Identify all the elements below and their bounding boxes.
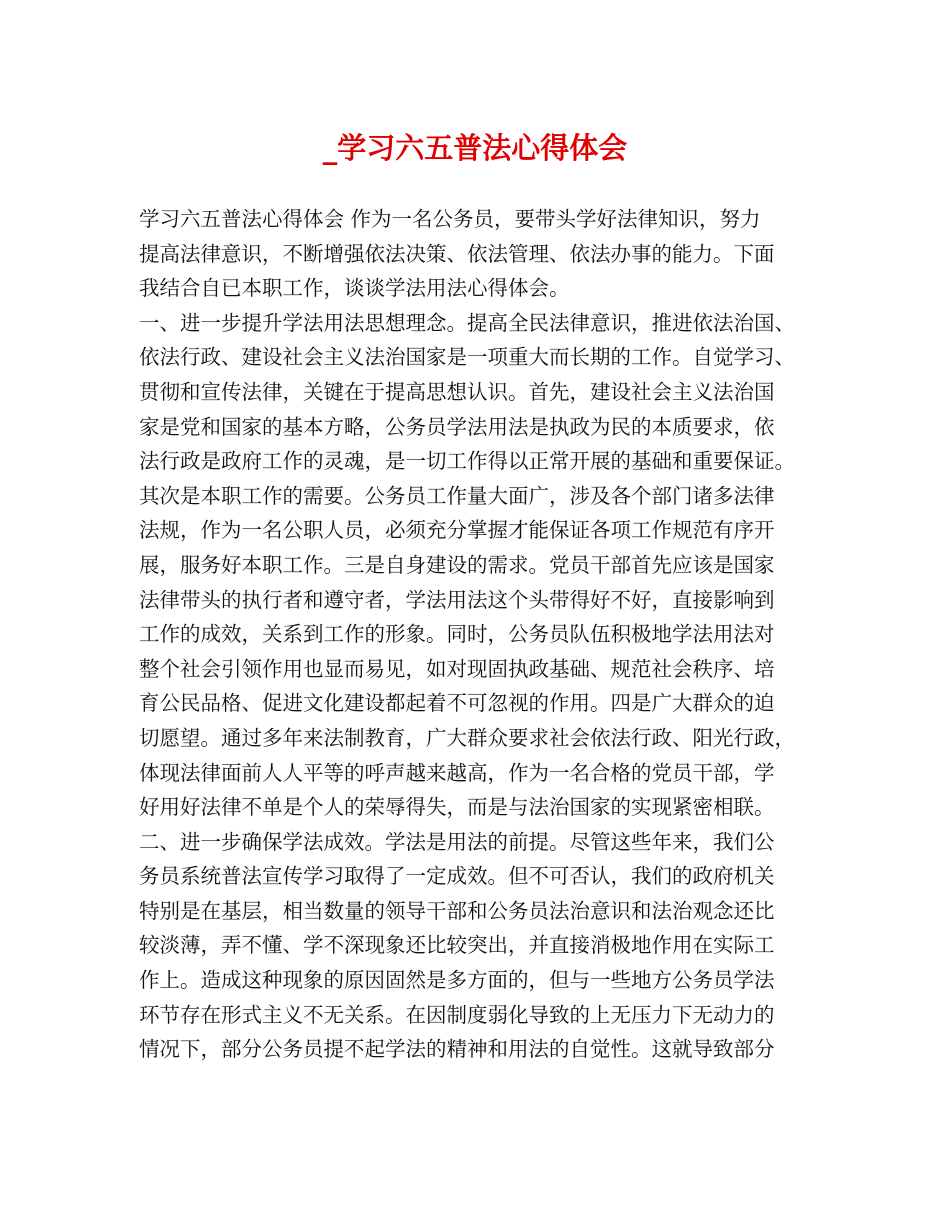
body-text-line: 育公民品格、促进文化建设都起着不可忽视的作用。四是广大群众的迫 — [139, 691, 775, 716]
body-text-line: 体现法律面前人人平等的呼声越来越高，作为一名合格的党员干部，学 — [139, 760, 775, 785]
body-text-line: 特别是在基层，相当数量的领导干部和公务员法治意识和法治观念还比 — [139, 898, 775, 923]
body-text-line: 法规，作为一名公职人员，必须充分掌握才能保证各项工作规范有序开 — [139, 518, 775, 543]
body-text-line: 法律带头的执行者和遵守者，学法用法这个头带得好不好，直接影响到 — [139, 587, 775, 612]
body-text-line: 法行政是政府工作的灵魂，是一切工作得以正常开展的基础和重要保证。 — [139, 449, 795, 474]
body-text-line: 较淡薄，弄不懂、学不深现象还比较突出，并直接消极地作用在实际工 — [139, 933, 775, 958]
body-text-line: 展，服务好本职工作。三是自身建设的需求。党员干部首先应该是国家 — [139, 552, 775, 577]
body-text-line: 二、进一步确保学法成效。学法是用法的前提。尽管这些年来，我们公 — [139, 829, 775, 854]
body-text-line: 环节存在形式主义不无关系。在因制度弱化导致的上无压力下无动力的 — [139, 1002, 775, 1027]
body-text-line: 切愿望。通过多年来法制教育，广大群众要求社会依法行政、阳光行政， — [139, 725, 795, 750]
document-body — [139, 202, 829, 1067]
body-text-line: 一、进一步提升学法用法思想理念。提高全民法律意识，推进依法治国、 — [139, 310, 795, 335]
document-title: _学习六五普法心得体会 — [322, 131, 628, 165]
body-text-line: 学习六五普法心得体会 作为一名公务员，要带头学好法律知识，努力 — [139, 207, 761, 231]
body-text-line: 工作的成效，关系到工作的形象。同时，公务员队伍积极地学法用法对 — [139, 622, 775, 647]
body-text-line: 依法行政、建设社会主义法治国家是一项重大而长期的工作。自觉学习、 — [139, 345, 795, 370]
body-text-line: 提高法律意识，不断增强依法决策、依法管理、依法办事的能力。下面 — [139, 241, 775, 266]
body-text-line: 作上。造成这种现象的原因固然是多方面的，但与一些地方公务员学法 — [139, 968, 775, 993]
body-text-line: 好用好法律不单是个人的荣辱得失，而是与法治国家的实现紧密相联。 — [139, 795, 775, 820]
body-text-line: 情况下，部分公务员提不起学法的精神和用法的自觉性。这就导致部分 — [139, 1037, 775, 1062]
body-text-line: 家是党和国家的基本方略，公务员学法用法是执政为民的本质要求，依 — [139, 414, 775, 439]
body-text-line: 贯彻和宣传法律，关键在于提高思想认识。首先，建设社会主义法治国 — [139, 379, 775, 404]
body-text-line: 务员系统普法宣传学习取得了一定成效。但不可否认，我们的政府机关 — [139, 864, 775, 889]
body-text-line: 其次是本职工作的需要。公务员工作量大面广，涉及各个部门诸多法律 — [139, 483, 775, 508]
body-text-line: 整个社会引领作用也显而易见，如对现固执政基础、规范社会秩序、培 — [139, 656, 775, 681]
body-text-line: 我结合自已本职工作，谈谈学法用法心得体会。 — [139, 276, 570, 301]
